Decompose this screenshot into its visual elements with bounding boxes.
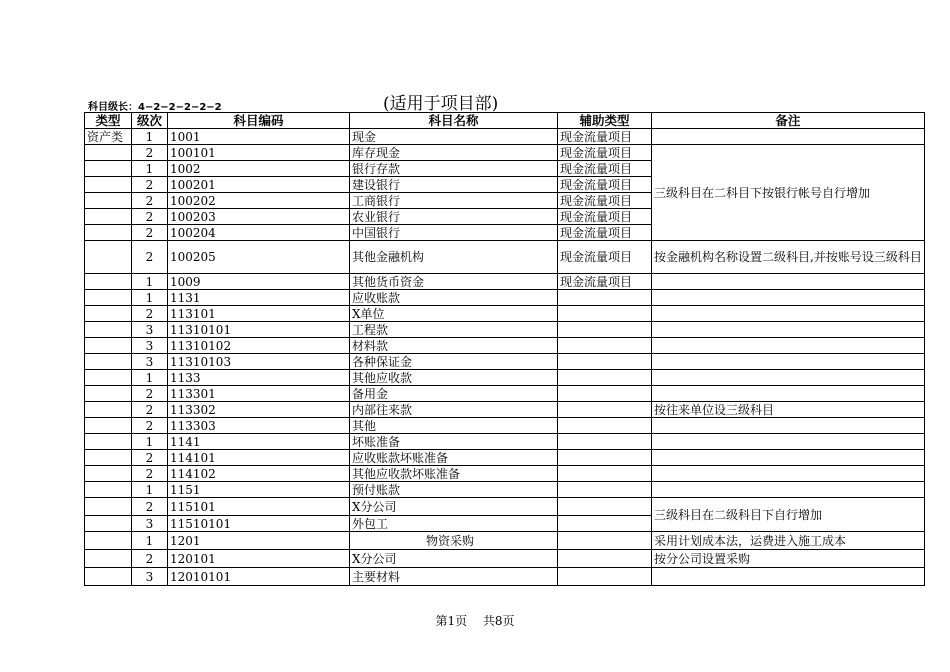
cell-level: 2 (132, 418, 168, 434)
cell-aux: 现金流量项目 (558, 177, 652, 193)
cell-aux (558, 322, 652, 338)
cell-note (652, 129, 925, 145)
col-header-level: 级次 (132, 113, 168, 129)
cell-level: 2 (132, 402, 168, 418)
cell-type (85, 161, 132, 177)
cell-aux: 现金流量项目 (558, 161, 652, 177)
cell-aux: 现金流量项目 (558, 225, 652, 241)
page-title: (适用于项目部) (383, 94, 499, 114)
cell-type (85, 434, 132, 450)
cell-name: 各种保证金 (350, 354, 558, 370)
cell-code: 1002 (168, 161, 350, 177)
cell-aux (558, 290, 652, 306)
cell-level: 2 (132, 450, 168, 466)
cell-level: 2 (132, 145, 168, 161)
cell-aux: 现金流量项目 (558, 274, 652, 290)
cell-name: 材料款 (350, 338, 558, 354)
cell-note: 按分公司设置采购 (652, 550, 925, 568)
cell-name: 备用金 (350, 386, 558, 402)
table-row (85, 129, 925, 145)
cell-level: 2 (132, 306, 168, 322)
cell-code: 100204 (168, 225, 350, 241)
table-row (85, 338, 925, 354)
cell-aux (558, 498, 652, 516)
cell-type: 资产类 (85, 129, 132, 145)
cell-level: 1 (132, 482, 168, 498)
page-total: 共8页 (482, 614, 515, 628)
table-row (85, 145, 925, 161)
cell-note (652, 322, 925, 338)
col-header-code: 科目编码 (168, 113, 350, 129)
cell-level: 1 (132, 290, 168, 306)
cell-type (85, 274, 132, 290)
cell-type (85, 354, 132, 370)
cell-name: 坏账准备 (350, 434, 558, 450)
table-row (85, 550, 925, 568)
cell-type (85, 466, 132, 482)
cell-level: 1 (132, 274, 168, 290)
cell-aux (558, 370, 652, 386)
cell-code: 113303 (168, 418, 350, 434)
table-row (85, 322, 925, 338)
cell-name: 预付账款 (350, 482, 558, 498)
cell-level: 2 (132, 193, 168, 209)
cell-level: 2 (132, 466, 168, 482)
cell-name: 应收账款坏账准备 (350, 450, 558, 466)
cell-type (85, 241, 132, 274)
cell-aux (558, 434, 652, 450)
cell-level: 3 (132, 516, 168, 532)
cell-type (85, 290, 132, 306)
cell-note: 按金融机构名称设置二级科目,并按账号设三级科目 (652, 241, 925, 274)
cell-level: 1 (132, 129, 168, 145)
cell-type (85, 145, 132, 161)
cell-aux (558, 482, 652, 498)
cell-level: 3 (132, 322, 168, 338)
cell-level: 2 (132, 209, 168, 225)
cell-name: 银行存款 (350, 161, 558, 177)
cell-type (85, 177, 132, 193)
cell-aux: 现金流量项目 (558, 145, 652, 161)
cell-name: 物资采购 (350, 532, 558, 550)
cell-type (85, 209, 132, 225)
cell-code: 100101 (168, 145, 350, 161)
cell-aux (558, 354, 652, 370)
cell-level: 1 (132, 532, 168, 550)
cell-note (652, 418, 925, 434)
cell-type (85, 338, 132, 354)
cell-name: X分公司 (350, 550, 558, 568)
cell-name: 中国银行 (350, 225, 558, 241)
cell-code: 1001 (168, 129, 350, 145)
cell-type (85, 402, 132, 418)
cell-code: 11310102 (168, 338, 350, 354)
cell-code: 11310101 (168, 322, 350, 338)
cell-aux: 现金流量项目 (558, 129, 652, 145)
cell-note (652, 290, 925, 306)
cell-level: 2 (132, 241, 168, 274)
cell-type (85, 418, 132, 434)
cell-type (85, 306, 132, 322)
cell-level: 2 (132, 225, 168, 241)
table-row (85, 354, 925, 370)
cell-aux (558, 418, 652, 434)
cell-code: 12010101 (168, 568, 350, 586)
cell-code: 114102 (168, 466, 350, 482)
cell-name: X分公司 (350, 498, 558, 516)
cell-aux (558, 338, 652, 354)
table-row (85, 290, 925, 306)
cell-aux (558, 386, 652, 402)
cell-note (652, 482, 925, 498)
cell-note-bank-accounts: 三级科目在二科目下按银行帐号自行增加 (652, 145, 925, 241)
cell-aux (558, 306, 652, 322)
cell-aux (558, 450, 652, 466)
cell-note (652, 338, 925, 354)
cell-code: 1141 (168, 434, 350, 450)
cell-type (85, 532, 132, 550)
code-length-label: 科目级长：4−2−2−2−2−2 (88, 102, 222, 113)
cell-note: 按往来单位设三级科目 (652, 402, 925, 418)
cell-note (652, 274, 925, 290)
cell-aux (558, 466, 652, 482)
cell-code: 114101 (168, 450, 350, 466)
account-table (84, 112, 925, 586)
table-row (85, 241, 925, 274)
cell-level: 2 (132, 386, 168, 402)
cell-type (85, 322, 132, 338)
cell-note (652, 568, 925, 586)
cell-note: 采用计划成本法，运费进入施工成本 (652, 532, 925, 550)
cell-name: 工商银行 (350, 193, 558, 209)
cell-type (85, 193, 132, 209)
cell-code: 113301 (168, 386, 350, 402)
cell-name: 外包工 (350, 516, 558, 532)
cell-code: 1151 (168, 482, 350, 498)
col-header-name: 科目名称 (350, 113, 558, 129)
table-row (85, 370, 925, 386)
cell-code: 120101 (168, 550, 350, 568)
cell-aux (558, 550, 652, 568)
cell-code: 113101 (168, 306, 350, 322)
cell-name: 内部往来款 (350, 402, 558, 418)
cell-name: 其他 (350, 418, 558, 434)
cell-aux (558, 516, 652, 532)
cell-type (85, 386, 132, 402)
cell-aux: 现金流量项目 (558, 241, 652, 274)
cell-level: 3 (132, 568, 168, 586)
table-row (85, 498, 925, 516)
cell-name: 其他应收款坏账准备 (350, 466, 558, 482)
cell-note (652, 370, 925, 386)
table-row (85, 466, 925, 482)
cell-name: 建设银行 (350, 177, 558, 193)
cell-level: 2 (132, 177, 168, 193)
table-header-row (85, 113, 925, 129)
table-row (85, 306, 925, 322)
cell-level: 3 (132, 338, 168, 354)
cell-name: 农业银行 (350, 209, 558, 225)
cell-level: 1 (132, 434, 168, 450)
cell-code: 11310103 (168, 354, 350, 370)
cell-code: 11510101 (168, 516, 350, 532)
cell-aux (558, 532, 652, 550)
cell-name: 其他应收款 (350, 370, 558, 386)
cell-name: X单位 (350, 306, 558, 322)
table-row (85, 568, 925, 586)
table-row (85, 434, 925, 450)
cell-note (652, 450, 925, 466)
cell-code: 100205 (168, 241, 350, 274)
cell-code: 115101 (168, 498, 350, 516)
cell-code: 1131 (168, 290, 350, 306)
cell-level: 3 (132, 354, 168, 370)
cell-aux: 现金流量项目 (558, 193, 652, 209)
cell-name: 其他货币资金 (350, 274, 558, 290)
cell-type (85, 516, 132, 532)
table-row (85, 418, 925, 434)
cell-aux: 现金流量项目 (558, 209, 652, 225)
table-row (85, 482, 925, 498)
cell-code: 1201 (168, 532, 350, 550)
cell-level: 1 (132, 370, 168, 386)
cell-type (85, 498, 132, 516)
cell-type (85, 482, 132, 498)
col-header-aux: 辅助类型 (558, 113, 652, 129)
col-header-type: 类型 (85, 113, 132, 129)
cell-level: 1 (132, 161, 168, 177)
table-row (85, 532, 925, 550)
cell-note (652, 466, 925, 482)
cell-type (85, 568, 132, 586)
cell-note (652, 434, 925, 450)
cell-note (652, 354, 925, 370)
table-row (85, 386, 925, 402)
cell-type (85, 550, 132, 568)
page-footer (0, 612, 950, 629)
cell-aux (558, 402, 652, 418)
table-row (85, 402, 925, 418)
cell-name: 现金 (350, 129, 558, 145)
cell-code: 1133 (168, 370, 350, 386)
table-row (85, 450, 925, 466)
page-number: 第1页 (435, 614, 468, 628)
cell-note (652, 386, 925, 402)
table-row (85, 274, 925, 290)
cell-level: 2 (132, 550, 168, 568)
cell-code: 100202 (168, 193, 350, 209)
cell-type (85, 450, 132, 466)
cell-code: 1009 (168, 274, 350, 290)
cell-name: 应收账款 (350, 290, 558, 306)
col-header-note: 备注 (652, 113, 925, 129)
cell-code: 100201 (168, 177, 350, 193)
cell-level: 2 (132, 498, 168, 516)
cell-name: 主要材料 (350, 568, 558, 586)
cell-name: 其他金融机构 (350, 241, 558, 274)
cell-name: 库存现金 (350, 145, 558, 161)
cell-type (85, 225, 132, 241)
cell-aux (558, 568, 652, 586)
cell-type (85, 370, 132, 386)
cell-name: 工程款 (350, 322, 558, 338)
cell-code: 100203 (168, 209, 350, 225)
cell-note (652, 306, 925, 322)
cell-note-prepaid: 三级科目在二级科目下自行增加 (652, 498, 925, 532)
cell-code: 113302 (168, 402, 350, 418)
